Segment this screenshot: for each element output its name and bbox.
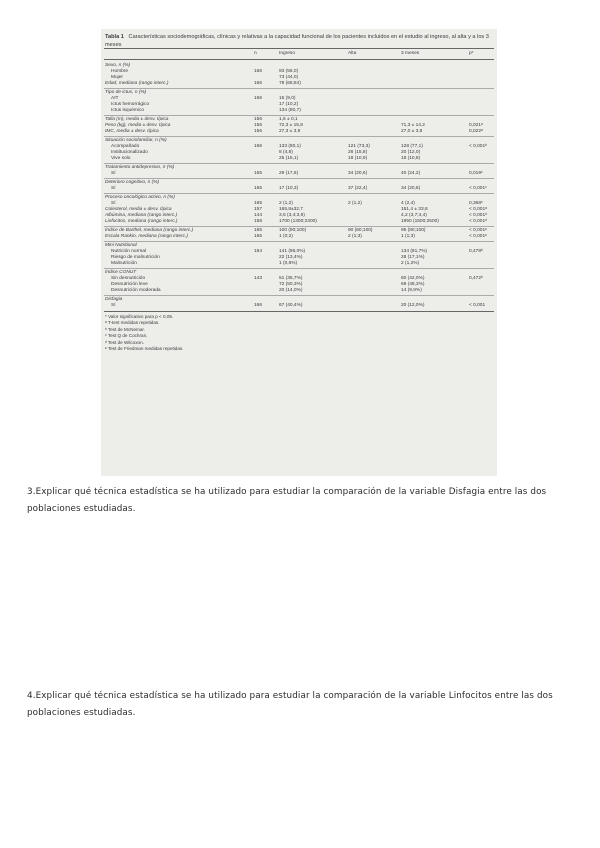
table-cell: 90 (60;100)	[348, 228, 373, 233]
table-cell: 1950 (1500;2500)	[401, 219, 439, 224]
table-cell: 95 (80;100)	[401, 228, 426, 233]
table-cell: < 0,001ᵈ	[469, 219, 487, 224]
table-cell: 20 (12,0%)	[401, 303, 425, 308]
header-alta: Alta	[348, 51, 357, 56]
table-cell: 0,019ᶜ	[469, 171, 483, 176]
table-cell: 0,478ᵇ	[469, 249, 483, 254]
table-cell: 0,022ᵃ	[469, 129, 483, 134]
table-cell: 0,021ᵃ	[469, 123, 483, 128]
table-caption-text: Características sociodemográficas, clínicas y relativas a la capacidad funcional de los pacientes incluidos en el estudio al ingreso, al alta y a los 3 meses	[105, 34, 489, 48]
table-bottom-rule	[104, 311, 494, 312]
table-cell: 34 (20,6)	[348, 171, 368, 176]
row-label: Colesterol, media ± desv. típica	[105, 207, 172, 212]
row-label: Desnutrición leve	[111, 282, 148, 287]
table-cell: 143	[254, 276, 263, 281]
table-caption	[105, 34, 495, 49]
table-cell: 73 (44,0)	[279, 75, 299, 80]
table-cell: 1,6 ± 0,1	[279, 117, 298, 122]
table-cell: 134 (80,7)	[279, 108, 301, 113]
row-label: Linfocitos, mediana (rango interc.)	[105, 219, 178, 224]
row-label: Disfagia	[105, 297, 123, 302]
table-cell: 156	[254, 117, 263, 122]
table-cell: 78 (66;84)	[279, 81, 301, 86]
table-cell: 25 (15,1)	[279, 156, 299, 161]
row-label: Situación sociofamiliar, n (%)	[105, 138, 167, 143]
table-cell: 165	[254, 234, 263, 239]
table-cell: 67 (40,4%)	[279, 303, 303, 308]
table-cell: < 0,001ᵇ	[469, 144, 487, 149]
table-cell: 20 (12,0)	[401, 150, 421, 155]
table-cell: 151,4 ± 33,8	[401, 207, 428, 212]
section-rule	[104, 226, 494, 227]
table-cell: 4,2 (3,7;4,4)	[401, 213, 427, 218]
table-cell: 165,8±32,7	[279, 207, 303, 212]
table-cell: < 0,001ᵉ	[469, 228, 487, 233]
table-cell: 1 (0;2)	[279, 234, 293, 239]
row-label: Vive solo	[111, 156, 131, 161]
header-n: n	[254, 51, 257, 56]
table-cell: 134 (81,7%)	[401, 249, 428, 254]
table-cell: 28 (17,1%)	[401, 255, 425, 260]
table-cell: 100 (90;100)	[279, 228, 307, 233]
section-rule	[104, 136, 494, 137]
table-cell: 60 (42,0%)	[401, 276, 425, 281]
table-cell: 15 (9,0)	[279, 96, 296, 101]
footnote: * Valor significativo para p < 0,05.	[105, 314, 174, 319]
table-cell: 144	[254, 213, 263, 218]
table-header	[105, 51, 493, 59]
table-cell: 29 (17,6)	[279, 171, 299, 176]
footnote: ᵃ T-test medidas repetidas.	[105, 320, 160, 326]
section-rule	[104, 178, 494, 179]
row-label: Sexo, n (%)	[105, 63, 131, 68]
table-cell: 2 (1,2)	[348, 201, 362, 206]
footnote: ᵇ Test de McNemar.	[105, 326, 145, 332]
row-label: Institucionalizado	[111, 150, 148, 155]
table-cell: 166	[254, 69, 263, 74]
row-label: Hombre	[111, 69, 129, 74]
question-3: 3.Explicar qué técnica estadística se ha utilizado para estudiar la comparación de la variable Disfagia entre las dos poblaciones estudiadas.	[27, 487, 547, 514]
row-label: Sí	[111, 303, 116, 308]
table-cell: 27,3 ± 3,9	[279, 129, 301, 134]
question-4: 4.Explicar qué técnica estadística se ha utilizado para estudiar la comparación de la variable Linfocitos entre las dos poblaciones estudiadas.	[27, 691, 553, 718]
row-label: Mini Nutritional	[105, 243, 137, 248]
row-label: Talla (m), media ± desv. típica	[105, 117, 169, 122]
table-cell: 156	[254, 129, 263, 134]
row-label: Tratamiento antidepresivo, n (%)	[105, 165, 175, 170]
table-cell: 157	[254, 207, 263, 212]
table-cell: 165	[254, 201, 263, 206]
table-cell: 8 (4,8)	[279, 150, 293, 155]
table-cell: 72 (50,3%)	[279, 282, 303, 287]
table-cell: 166	[254, 144, 263, 149]
table-cell: 165	[254, 186, 263, 191]
table-cell: 17 (10,2)	[279, 102, 299, 107]
table-cell: 166	[254, 96, 263, 101]
row-label: Índice CONUT	[105, 270, 137, 275]
table-cell: 69 (48,3%)	[401, 282, 425, 287]
table-image	[101, 29, 497, 476]
row-label: Ictus isquémico	[111, 108, 145, 113]
section-rule	[104, 163, 494, 164]
row-label: Sin desnutrición	[111, 276, 146, 281]
table-cell: 17 (10,3)	[279, 186, 299, 191]
table-cell: 14 (9,8%)	[401, 288, 422, 293]
table-cell: 20 (14,0%)	[279, 288, 303, 293]
table-caption-label: Tabla 1	[105, 34, 124, 40]
section-rule	[104, 88, 494, 89]
table-cell: 71,3 ± 14,2	[401, 123, 425, 128]
footnote: ᵈ Test de Wilcoxon.	[105, 339, 144, 345]
row-label: Malnutrición	[111, 261, 137, 266]
table-cell: < 0,001ᵉ	[469, 234, 487, 239]
table-cell: < 0,001ᵃ	[469, 207, 487, 212]
row-label: Ictus hemorrágico	[111, 102, 150, 107]
row-label: Sí	[111, 201, 116, 206]
header-ingreso: Ingreso	[279, 51, 295, 56]
table-cell: 2 (1,2)	[279, 201, 293, 206]
row-label: Edad, mediana (rango interc.)	[105, 81, 169, 86]
table-cell: 3,6 (3,4;3,9)	[279, 213, 305, 218]
table-cell: 165	[254, 228, 263, 233]
table-cell: 93 (56,0)	[279, 69, 299, 74]
footnote: ᵉ Test de Friedman medidas repetidas.	[105, 346, 184, 351]
table-cell: 34 (20,6)	[401, 186, 421, 191]
table-header-rule	[104, 59, 494, 60]
row-label: Peso (kg), media ± desv. típica	[105, 123, 171, 128]
table-cell: 22 (13,4%)	[279, 255, 303, 260]
row-label: Albúmina, mediana (rango interc.)	[105, 213, 178, 218]
section-rule	[104, 241, 494, 242]
row-label: Tipo de ictus, n (%)	[105, 90, 147, 95]
section-rule	[104, 295, 494, 296]
row-label: Desnutrición moderada	[111, 288, 161, 293]
table-cell: 0,368ᶜ	[469, 201, 483, 206]
table-cell: < 0,001ᶜ	[469, 186, 487, 191]
row-label: Riesgo de malnutrición	[111, 255, 160, 260]
table-cell: 18 (10,9)	[348, 156, 368, 161]
row-label: Proceso oncológico activo, n (%)	[105, 195, 175, 200]
table-cell: 2 (1;3)	[348, 234, 362, 239]
table-cell: 1 (1;3)	[401, 234, 415, 239]
table-cell: < 0,001ᵈ	[469, 213, 487, 218]
row-label: Deterioro cognitivo, n (%)	[105, 180, 160, 185]
table-cell: 72,3 ± 15,8	[279, 123, 303, 128]
row-label: Sí	[111, 186, 116, 191]
section-rule	[104, 115, 494, 116]
header-3-meses: 3 meses	[401, 51, 420, 56]
table-cell: 1 (0,6%)	[279, 261, 298, 266]
row-label: Escala Rankin, mediana (rango interc.)	[105, 234, 188, 239]
table-cell: 27,0 ± 3,8	[401, 129, 423, 134]
table-cell: 166	[254, 303, 263, 308]
table-cell: 158	[254, 219, 263, 224]
row-label: AIT	[111, 96, 119, 101]
header-p: p*	[469, 51, 474, 56]
table-cell: 51 (35,7%)	[279, 276, 303, 281]
row-label: IMC, media ± desv. típica	[105, 129, 159, 134]
table-cell: 4 (2,4)	[401, 201, 415, 206]
row-label: Nutrición normal	[111, 249, 146, 254]
table-cell: 165	[254, 171, 263, 176]
section-rule	[104, 268, 494, 269]
table-top-rule	[104, 48, 494, 49]
table-cell: 40 (24,2)	[401, 171, 421, 176]
table-cell: 128 (77,1)	[401, 144, 423, 149]
table-cell: < 0,001	[469, 303, 486, 308]
row-label: Sí	[111, 171, 116, 176]
table-cell: 141 (86,0%)	[279, 249, 306, 254]
table-cell: 133 (80,1)	[279, 144, 301, 149]
section-rule	[104, 193, 494, 194]
table-cell: 121 (73,3)	[348, 144, 370, 149]
table-cell: 37 (22,4)	[348, 186, 368, 191]
table-cell: 2 (1,2%)	[401, 261, 420, 266]
row-label: Acompañado	[111, 144, 140, 149]
table-cell: 18 (10,8)	[401, 156, 421, 161]
table-cell: 1700 (1300;2300)	[279, 219, 317, 224]
row-label: Mujer	[111, 75, 123, 80]
table-cell: 26 (15,8)	[348, 150, 368, 155]
table-cell: 164	[254, 249, 263, 254]
table-cell: 156	[254, 123, 263, 128]
row-label: Índice de Barthel, mediana (rango interc.)	[105, 228, 194, 233]
footnote: ᶜ Test Q de Cochran.	[105, 333, 148, 339]
table-cell: 166	[254, 81, 263, 86]
table-cell: 0,472ᵇ	[469, 276, 483, 281]
